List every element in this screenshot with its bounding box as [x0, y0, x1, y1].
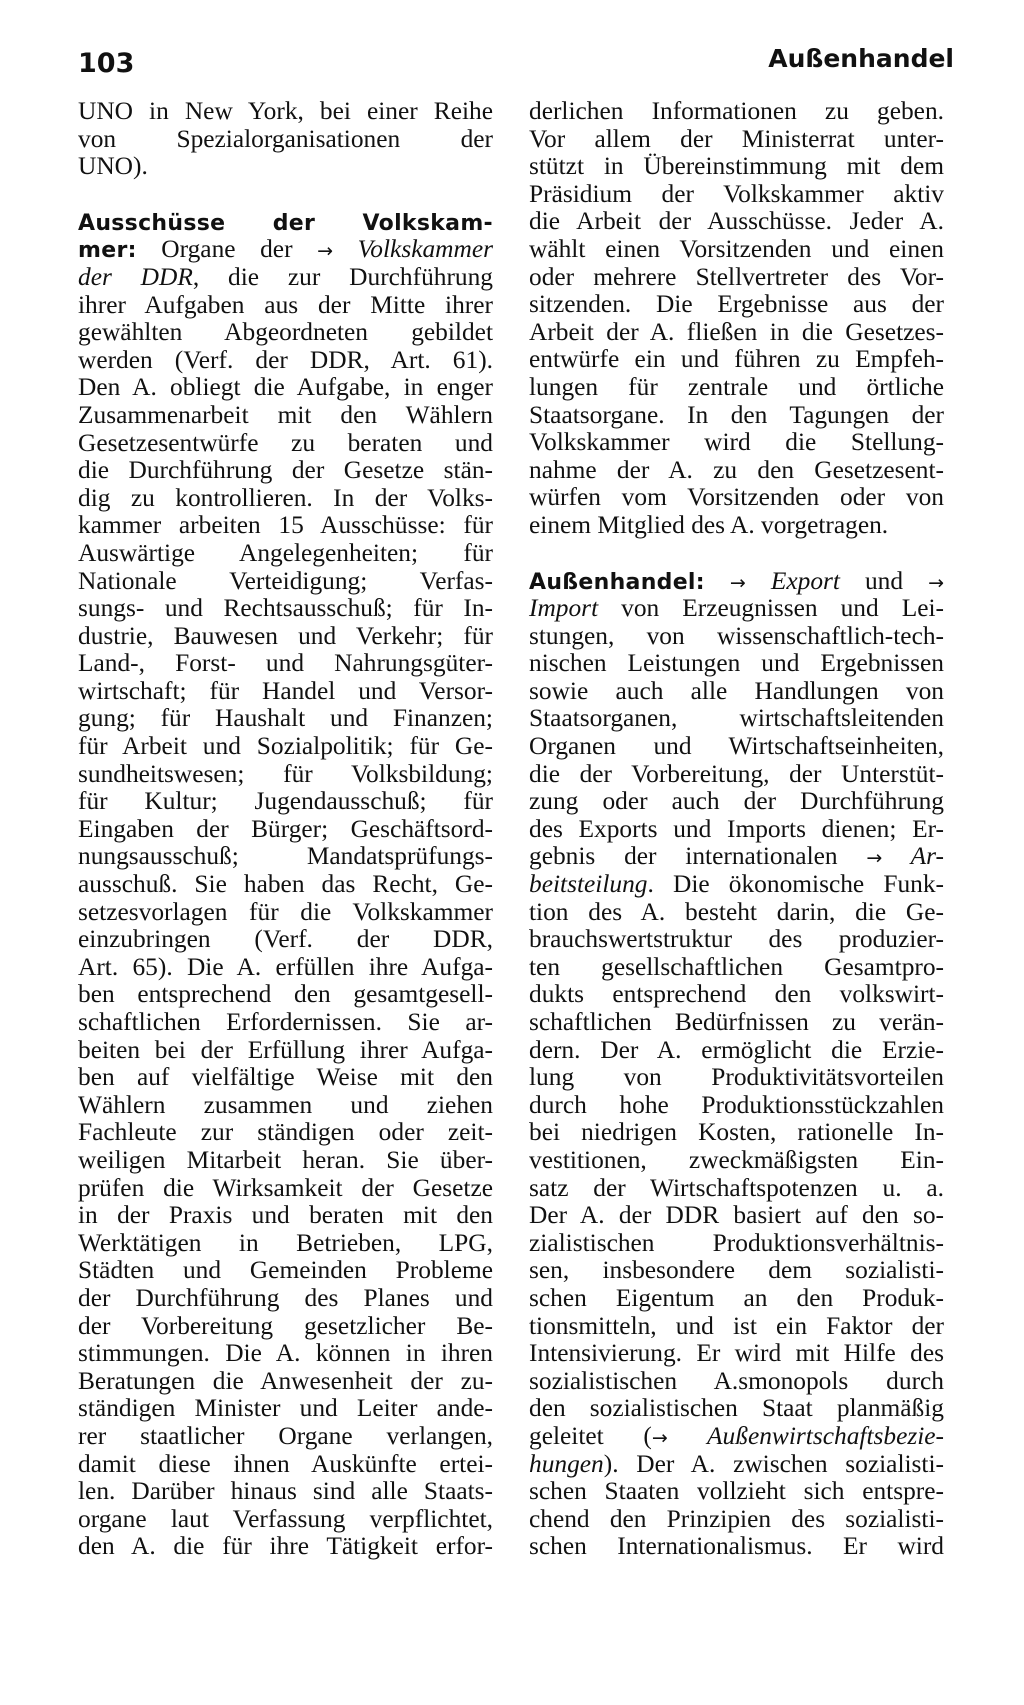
- text-line: [529, 568, 944, 596]
- arrow-icon: →: [317, 240, 334, 263]
- text-span: [705, 567, 730, 595]
- paragraph-gap: [529, 540, 944, 568]
- text-line: wirtschaft; für Handel und Versor-: [78, 676, 493, 705]
- text-line: [529, 1423, 944, 1451]
- text-line: Städten und Gemeinden Probleme: [78, 1256, 493, 1285]
- text-line: sen, insbesondere dem sozialisti-: [529, 1256, 944, 1285]
- text-line: len. Darüber hinaus sind alle Staats-: [78, 1477, 493, 1506]
- text-line: tionsmitteln, und ist ein Faktor der: [529, 1311, 944, 1340]
- text-line: gung; für Haushalt und Finanzen;: [78, 704, 493, 733]
- text-line: UNO).: [78, 152, 148, 181]
- cross-reference[interactable]: Export: [745, 566, 840, 595]
- text-span: , die zur Durchführung: [192, 262, 493, 291]
- text-line: würfen vom Vorsitzenden oder von: [529, 483, 944, 512]
- cross-reference[interactable]: der DDR: [78, 262, 193, 291]
- cross-reference[interactable]: Ar-: [882, 842, 944, 871]
- text-line: UNO in New York, bei einer Reihe: [78, 97, 493, 125]
- paragraph-gap: [78, 181, 493, 209]
- text-line: Art. 65). Die A. erfüllen ihre Aufga-: [78, 952, 493, 981]
- text-line: brauchswertstruktur des produzier-: [529, 925, 944, 954]
- text-line: für Kultur; Jugendausschuß; für: [78, 787, 493, 816]
- text-line: sitzenden. Die Ergebnisse aus der: [529, 290, 944, 319]
- text-line: damit diese ihnen Auskünfte ertei-: [78, 1449, 493, 1478]
- text-line: Vor allem der Ministerrat unter-: [529, 124, 944, 153]
- page-number: 103: [78, 48, 135, 79]
- text-line: setzesvorlagen für die Volkskammer: [78, 897, 493, 926]
- text-line: von Spezialorganisationen der: [78, 124, 493, 153]
- text-line: ausschuß. Sie haben das Recht, Ge-: [78, 870, 493, 899]
- text-line: schaftlichen Bedürfnissen zu verän-: [529, 1008, 944, 1036]
- text-line: stimmungen. Die A. können in ihren: [78, 1339, 493, 1368]
- right-column: [529, 98, 944, 1561]
- text-line: Werktätigen in Betrieben, LPG,: [78, 1228, 493, 1257]
- text-line: der Vorbereitung gesetzlicher Be-: [78, 1311, 493, 1340]
- text-line: des Exports und Imports dienen; Er-: [529, 814, 944, 843]
- text-line: sungs- und Rechtsausschuß; für In-: [78, 594, 493, 623]
- text-line: dern. Der A. ermöglicht die Erzie-: [529, 1035, 944, 1064]
- text-span: ). Der A. zwischen sozialisti-: [603, 1449, 944, 1478]
- text-line: Staatsorgane. In den Tagungen der: [529, 400, 944, 429]
- text-line: Den A. obliegt die Aufgabe, in enger: [78, 373, 493, 402]
- text-line: stützt in Übereinstimmung mit dem: [529, 152, 944, 181]
- text-line: Gesetzesentwürfe zu beraten und: [78, 428, 493, 457]
- text-line: sowie auch alle Handlungen von: [529, 676, 944, 705]
- running-head: Außenhandel: [768, 44, 954, 73]
- text-line: Zusammenarbeit mit den Wählern: [78, 400, 493, 429]
- text-line: tion des A. besteht darin, die Ge-: [529, 897, 944, 926]
- text-line: [529, 843, 944, 871]
- text-line: durch hohe Produktionsstückzahlen: [529, 1090, 944, 1119]
- text-line: sozialistischen A.smonopols durch: [529, 1366, 944, 1395]
- cross-reference[interactable]: hungen: [529, 1449, 604, 1478]
- text-line: oder mehrere Stellvertreter des Vor-: [529, 262, 944, 291]
- arrow-icon: →: [866, 847, 883, 870]
- text-line: werden (Verf. der DDR, Art. 61).: [78, 345, 493, 374]
- text-span: geleitet (: [529, 1421, 652, 1450]
- text-line: Eingaben der Bürger; Geschäftsord-: [78, 814, 493, 843]
- text-line: [78, 209, 493, 237]
- text-line: Volkskammer wird die Stellung-: [529, 428, 944, 457]
- text-line: satz der Wirtschaftspotenzen u. a.: [529, 1173, 944, 1202]
- text-line: [78, 236, 493, 264]
- text-line: Der A. der DDR basiert auf den so-: [529, 1201, 944, 1230]
- text-line: für Arbeit und Sozialpolitik; für Ge-: [78, 732, 493, 761]
- text-line: Beratungen die Anwesenheit der zu-: [78, 1366, 493, 1395]
- text-span: und: [839, 566, 929, 595]
- text-line: ten gesellschaftlichen Gesamtpro-: [529, 952, 944, 981]
- text-line: zung oder auch der Durchführung: [529, 787, 944, 816]
- text-line: Organen und Wirtschaftseinheiten,: [529, 732, 944, 761]
- text-line: [529, 871, 944, 899]
- text-line: [529, 1451, 944, 1479]
- text-line: ben entsprechend den gesamtgesell-: [78, 980, 493, 1009]
- text-line: die Durchführung der Gesetze stän-: [78, 456, 493, 485]
- text-line: rer staatlicher Organe verlangen,: [78, 1421, 493, 1450]
- text-line: den A. die für ihre Tätigkeit erfor-: [78, 1532, 493, 1561]
- arrow-icon: →: [928, 571, 944, 594]
- text-line: wählt einen Vorsitzenden und einen: [529, 234, 944, 263]
- text-line: gewählten Abgeordneten gebildet: [78, 318, 493, 347]
- text-line: chend den Prinzipien des sozialisti-: [529, 1504, 944, 1533]
- text-line: der Durchführung des Planes und: [78, 1283, 493, 1312]
- text-line: ihrer Aufgaben aus der Mitte ihrer: [78, 290, 493, 319]
- text-line: entwürfe ein und führen zu Empfeh-: [529, 345, 944, 374]
- cross-reference[interactable]: Import: [529, 594, 599, 623]
- text-line: prüfen die Wirksamkeit der Gesetze: [78, 1173, 493, 1202]
- text-line: lungen für zentrale und örtliche: [529, 372, 944, 401]
- text-line: nahme der A. zu den Gesetzesent-: [529, 455, 944, 484]
- entry-headword: Außenhandel:: [529, 569, 705, 595]
- text-line: die Arbeit der Ausschüsse. Jeder A.: [529, 207, 944, 236]
- arrow-icon: →: [651, 1426, 668, 1449]
- cross-reference[interactable]: Volkskammer: [333, 235, 493, 264]
- arrow-icon: →: [729, 571, 746, 594]
- text-span: von Erzeugnissen und Lei-: [598, 594, 944, 623]
- text-line: die der Vorbereitung, der Unterstüt-: [529, 759, 944, 788]
- text-line: Nationale Verteidigung; Verfas-: [78, 566, 493, 595]
- cross-reference[interactable]: beitsteilung: [529, 870, 648, 899]
- cross-reference[interactable]: Außenwirtschaftsbezie-: [667, 1421, 944, 1450]
- text-line: beiten bei der Erfüllung ihrer Aufga-: [78, 1035, 493, 1064]
- text-span: Organe der: [136, 235, 318, 264]
- text-line: schaftlichen Erfordernissen. Sie ar-: [78, 1008, 493, 1036]
- entry-headword: mer:: [78, 238, 137, 264]
- text-line: Intensivierung. Er wird mit Hilfe des: [529, 1339, 944, 1368]
- text-line: nungsausschuß; Mandatsprüfungs-: [78, 842, 493, 871]
- text-line: dustrie, Bauwesen und Verkehr; für: [78, 621, 493, 650]
- text-line: stungen, von wissenschaftlich-tech-: [529, 621, 944, 650]
- text-line: Auswärtige Angelegenheiten; für: [78, 538, 493, 567]
- text-line: schen Internationalismus. Er wird: [529, 1532, 944, 1561]
- text-line: vestitionen, zweckmäßigsten Ein-: [529, 1145, 944, 1174]
- text-line: derlichen Informationen zu geben.: [529, 97, 944, 125]
- text-line: schen Staaten vollzieht sich entspre-: [529, 1477, 944, 1506]
- text-line: sundheitswesen; für Volksbildung;: [78, 759, 493, 788]
- text-line: schen Eigentum an den Produk-: [529, 1283, 944, 1312]
- text-line: ben auf vielfältige Weise mit den: [78, 1063, 493, 1092]
- text-line: Fachleute zur ständigen oder zeit-: [78, 1118, 493, 1147]
- text-line: zialistischen Produktionsverhältnis-: [529, 1228, 944, 1257]
- left-column: [78, 98, 493, 1561]
- text-line: dig zu kontrollieren. In der Volks-: [78, 483, 493, 512]
- text-line: [78, 264, 493, 292]
- entry-headword: Ausschüsse der Volkskam-: [78, 210, 493, 236]
- text-span: gebnis der internationalen: [529, 842, 867, 871]
- text-line: kammer arbeiten 15 Ausschüsse: für: [78, 511, 493, 540]
- text-line: Arbeit der A. fließen in die Gesetzes-: [529, 317, 944, 346]
- text-line: Präsidium der Volkskammer aktiv: [529, 179, 944, 208]
- text-line: dukts entsprechend den volkswirt-: [529, 980, 944, 1009]
- text-line: den sozialistischen Staat planmäßig: [529, 1394, 944, 1423]
- text-line: [529, 595, 944, 623]
- text-line: nischen Leistungen und Ergebnissen: [529, 649, 944, 678]
- text-line: ständigen Minister und Leiter ande-: [78, 1394, 493, 1423]
- text-line: organe laut Verfassung verpflichtet,: [78, 1504, 493, 1533]
- text-line: Land-, Forst- und Nahrungsgüter-: [78, 649, 493, 678]
- text-line: einzubringen (Verf. der DDR,: [78, 925, 493, 954]
- text-line: bei niedrigen Kosten, rationelle In-: [529, 1118, 944, 1147]
- text-line: weiligen Mitarbeit heran. Sie über-: [78, 1145, 493, 1174]
- text-line: Wählern zusammen und ziehen: [78, 1090, 493, 1119]
- text-span: . Die ökonomische Funk-: [647, 870, 944, 899]
- text-line: in der Praxis und beraten mit den: [78, 1201, 493, 1230]
- text-line: lung von Produktivitätsvorteilen: [529, 1063, 944, 1092]
- text-line: einem Mitglied des A. vorgetragen.: [529, 510, 889, 539]
- text-line: Staatsorganen, wirtschaftsleitenden: [529, 704, 944, 733]
